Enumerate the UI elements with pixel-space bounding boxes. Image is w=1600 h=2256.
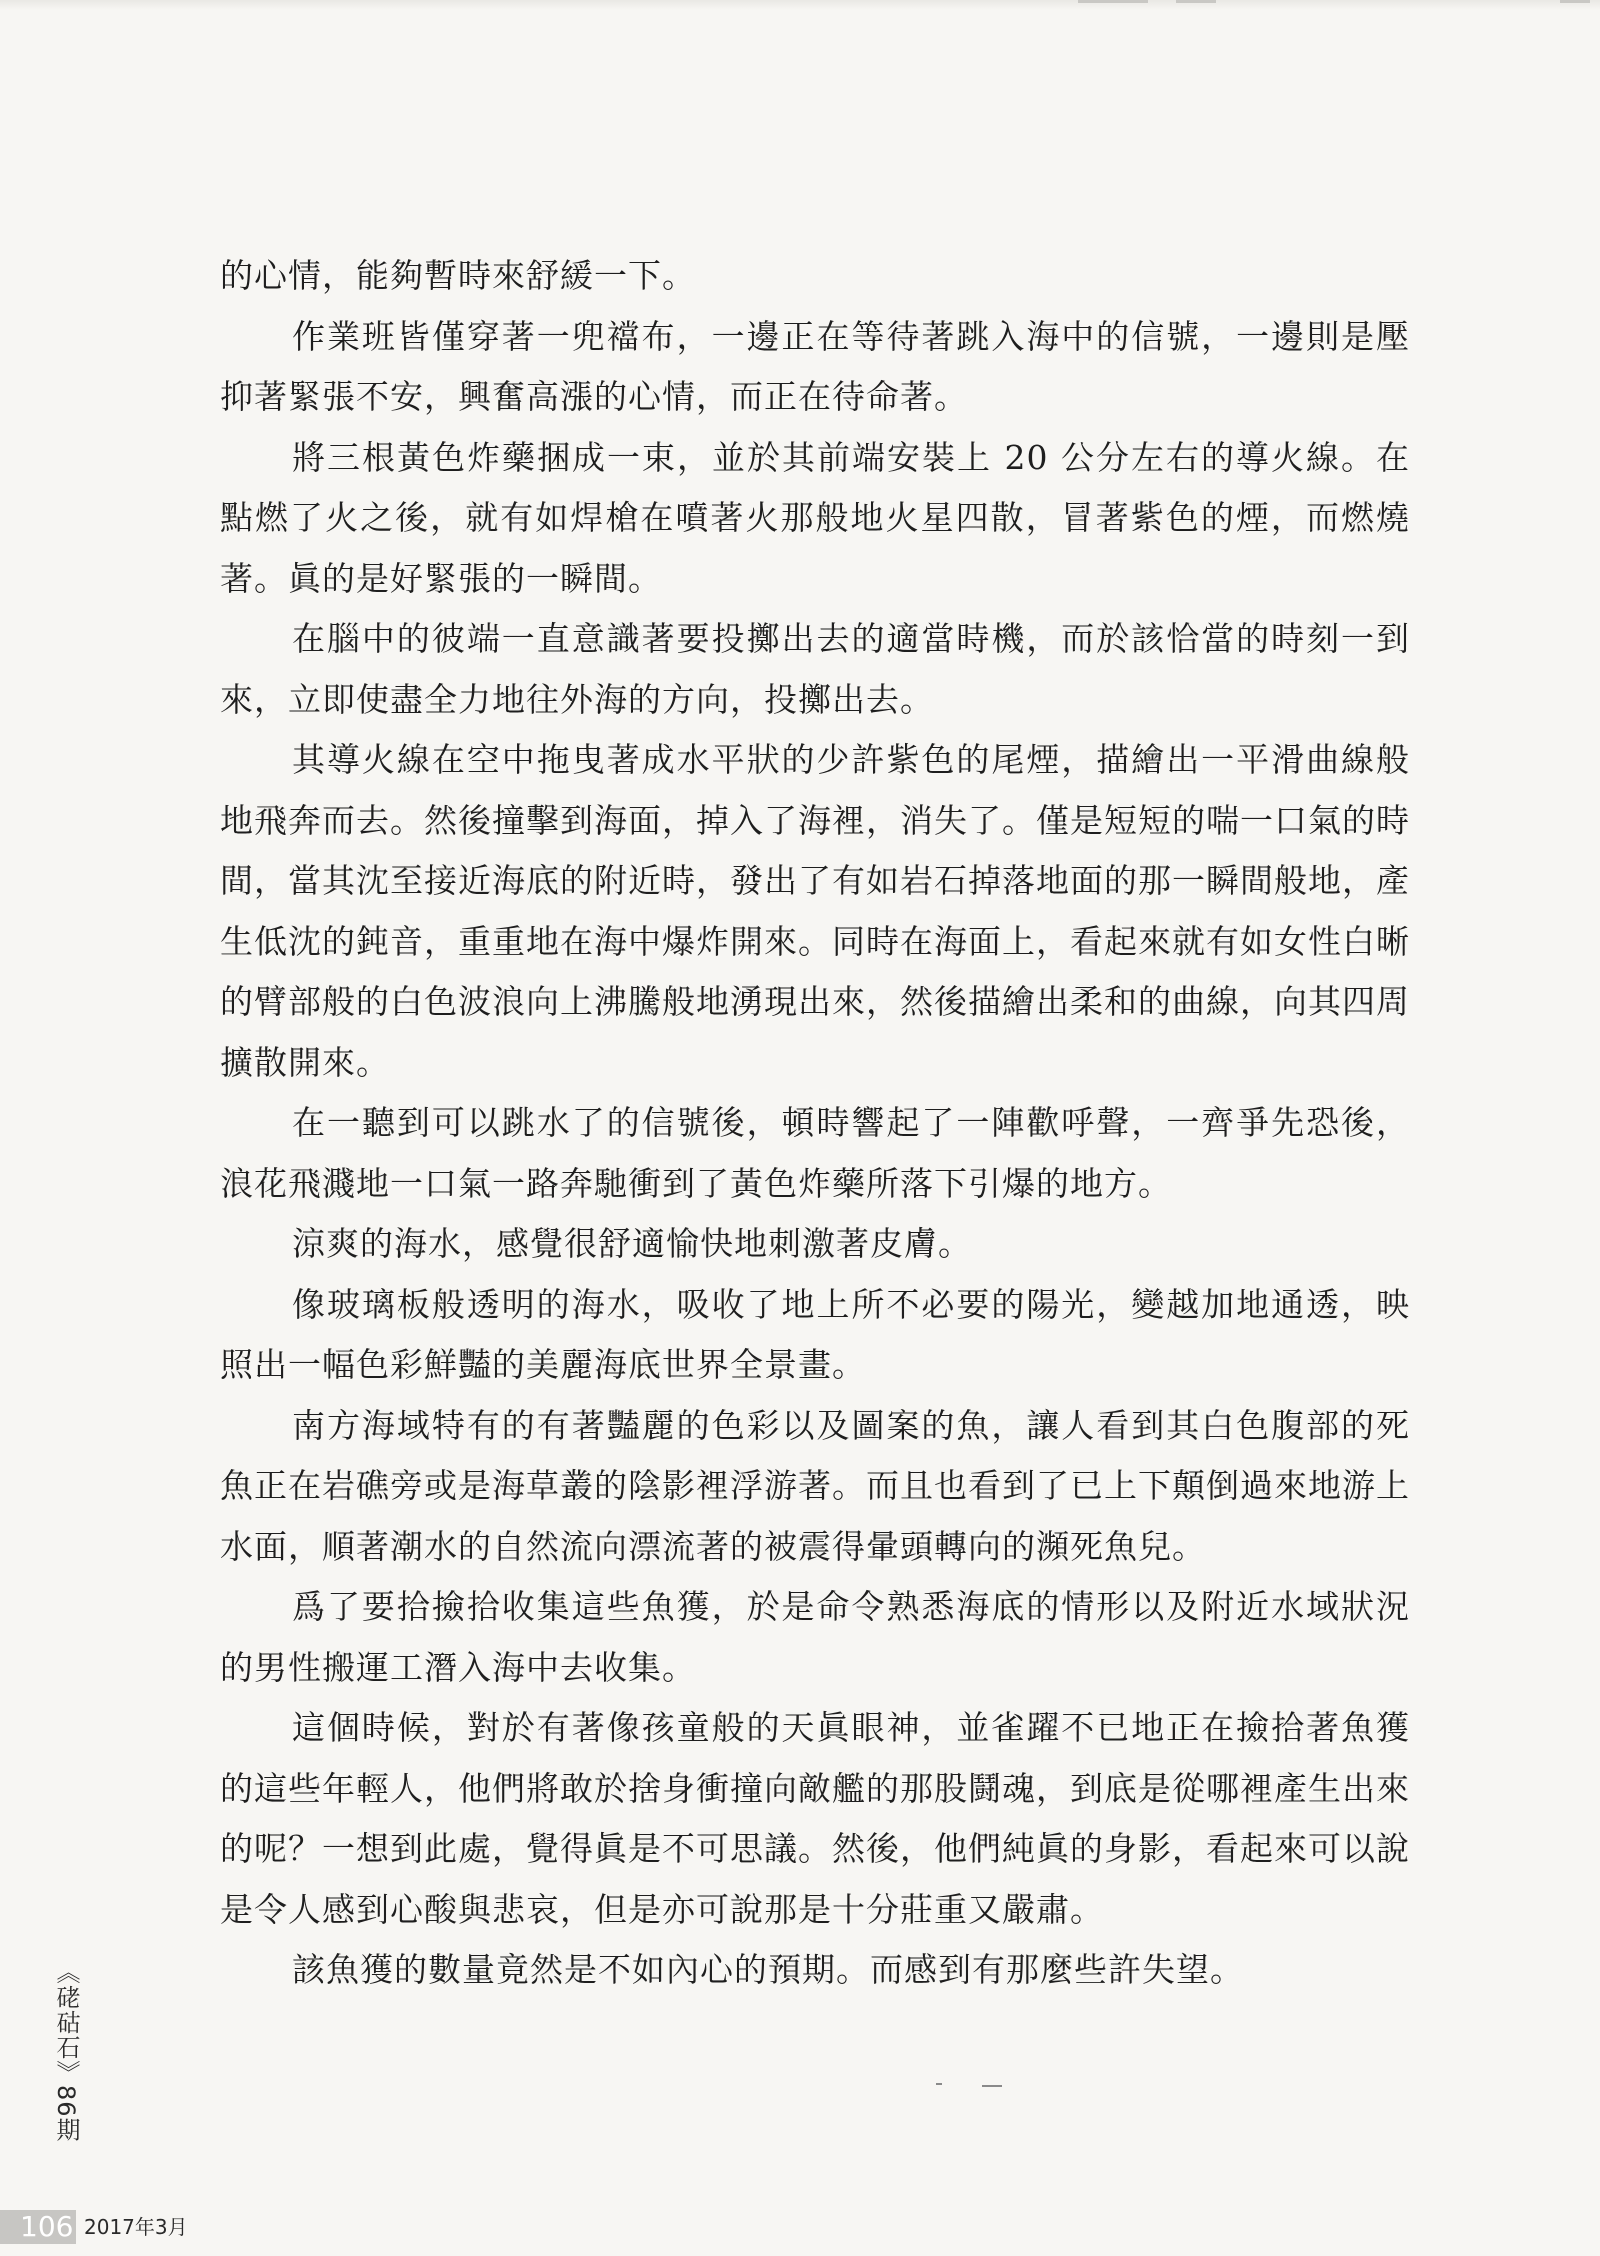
paragraph: 爲了要拾撿拾收集這些魚獲，於是命令熟悉海底的情形以及附近水域狀況的男性搬運工潛入海中去收集。: [220, 1587, 1410, 1687]
scan-mark: [1176, 0, 1216, 3]
article-body: [220, 246, 1410, 2001]
paragraph: 該魚獲的數量竟然是不如內心的預期。而感到有那麼些許失望。: [292, 1950, 1244, 1989]
paragraph: 將三根黃色炸藥捆成一束，並於其前端安裝上 20 公分左右的導火線。在點燃了火之後，就有如焊槍在噴著火那般地火星四散，冒著紫色的煙，而燃燒著。眞的是好緊張的一瞬間。: [220, 437, 1410, 598]
scan-edge: [0, 0, 1600, 10]
scan-dust: [936, 2082, 1006, 2088]
page-number: 106: [20, 2210, 74, 2243]
paragraph: 南方海域特有的有著豔麗的色彩以及圖案的魚，讓人看到其白色腹部的死魚正在岩礁旁或是海草叢的陰影裡浮游著。而且也看到了已上下顛倒過來地游上水面，順著潮水的自然流向漂流著的被震得暈頭轉向的瀕死魚兒。: [220, 1405, 1410, 1566]
magazine-issue-label: 《硓𥑮石》86期: [52, 1960, 80, 2143]
paragraph: 像玻璃板般透明的海水，吸收了地上所不必要的陽光，變越加地通透，映照出一幅色彩鮮豔的美麗海底世界全景畫。: [220, 1284, 1410, 1384]
paragraph: 在腦中的彼端一直意識著要投擲出去的適當時機，而於該恰當的時刻一到來，立即使盡全力地往外海的方向，投擲出去。: [220, 619, 1410, 719]
scan-mark: [1560, 0, 1590, 3]
paragraph: 涼爽的海水，感覺很舒適愉快地刺激著皮膚。: [292, 1224, 972, 1263]
scan-mark: [1078, 0, 1148, 3]
paragraph: 作業班皆僅穿著一兜襠布，一邊正在等待著跳入海中的信號，一邊則是壓抑著緊張不安，興奮高漲的心情，而正在待命著。: [220, 316, 1410, 416]
paragraph: 這個時候，對於有著像孩童般的天眞眼神，並雀躍不已地正在撿拾著魚獲的這些年輕人，他們將敢於捨身衝撞向敵艦的那股鬪魂，到底是從哪裡產生出來的呢？一想到此處，覺得眞是不可思議。然後，他們純眞的身影，看起來可以說是令人感到心酸與悲哀，但是亦可說那是十分莊重又嚴肅。: [220, 1708, 1410, 1929]
issue-date: 2017年3月: [84, 2215, 188, 2239]
paragraph: 的心情，能夠暫時來舒緩一下。: [220, 256, 696, 295]
paragraph: 其導火線在空中拖曳著成水平狀的少許紫色的尾煙，描繪出一平滑曲線般地飛奔而去。然後撞擊到海面，掉入了海裡，消失了。僅是短短的喘一口氣的時間，當其沈至接近海底的附近時，發出了有如岩石掉落地面的那一瞬間般地，產生低沈的鈍音，重重地在海中爆炸開來。同時在海面上，看起來就有如女性白晰的臂部般的白色波浪向上沸騰般地湧現出來，然後描繪出柔和的曲線，向其四周擴散開來。: [220, 740, 1410, 1082]
paragraph: 在一聽到可以跳水了的信號後，頓時響起了一陣歡呼聲，一齊爭先恐後，浪花飛濺地一口氣一路奔馳衝到了黃色炸藥所落下引爆的地方。: [220, 1103, 1410, 1203]
